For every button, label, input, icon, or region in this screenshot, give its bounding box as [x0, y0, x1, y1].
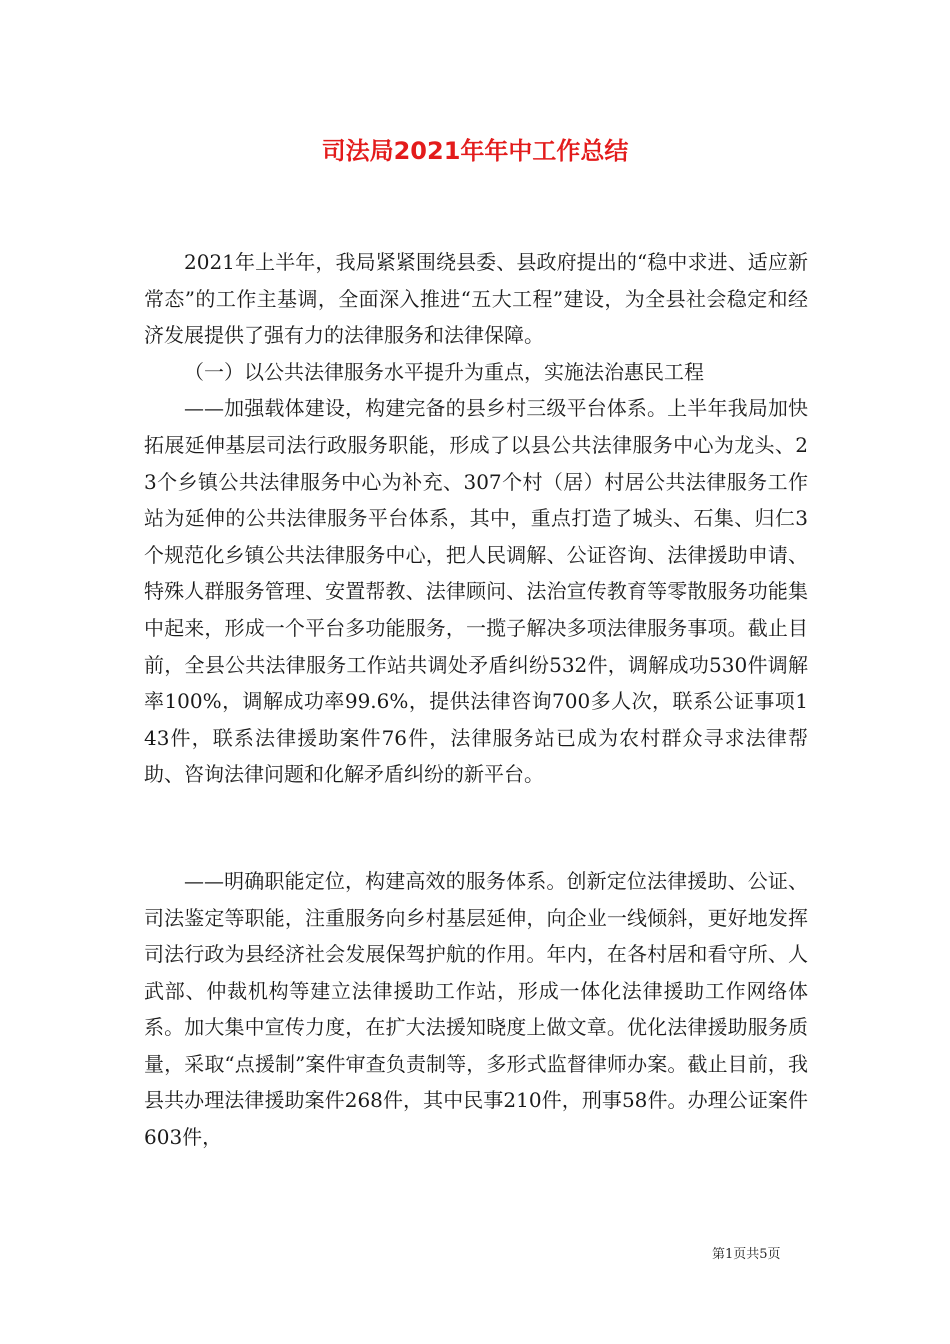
document-body	[144, 244, 808, 1156]
paragraph-platform: ——加强载体建设，构建完备的县乡村三级平台体系。上半年我局加快拓展延伸基层司法行政服务职能，形成了以县公共法律服务中心为龙头、23个乡镇公共法律服务中心为补充、307个村（居）村居公共法律服务工作站为延伸的公共法律服务平台体系，其中，重点打造了城头、石集、归仁3个规范化乡镇公共法律服务中心，把人民调解、公证咨询、法律援助申请、特殊人群服务管理、安置帮教、法律顾问、法治宣传教育等零散服务功能集中起来，形成一个平台多功能服务，一揽子解决多项法律服务事项。截止目前，全县公共法律服务工作站共调处矛盾纠纷532件，调解成功530件调解率100%，调解成功率99.6%，提供法律咨询700多人次，联系公证事项143件，联系法律援助案件76件，法律服务站已成为农村群众寻求法律帮助、咨询法律问题和化解矛盾纠纷的新平台。	[144, 396, 808, 787]
section-heading-1: （一）以公共法律服务水平提升为重点，实施法治惠民工程	[184, 359, 704, 384]
page-number: 第1页共5页	[712, 1247, 781, 1262]
paragraph-services: ——明确职能定位，构建高效的服务体系。创新定位法律援助、公证、司法鉴定等职能，注重服务向乡村基层延伸，向企业一线倾斜，更好地发挥司法行政为县经济社会发展保驾护航的作用。年内，在各村居和看守所、人武部、仲裁机构等建立法律援助工作站，形成一体化法律援助工作网络体系。加大集中宣传力度，在扩大法援知晓度上做文章。优化法律援助服务质量，采取“点援制”案件审查负责制等，多形式监督律师办案。截止目前，我县共办理法律援助案件268件，其中民事210件，刑事58件。办理公证案件603件，	[144, 868, 808, 1150]
paragraph-intro: 2021年上半年，我局紧紧围绕县委、县政府提出的“稳中求进、适应新常态”的工作主基调，全面深入推进“五大工程”建设，为全县社会稳定和经济发展提供了强有力的法律服务和法律保障。	[144, 250, 808, 348]
document-title: 司法局2021年年中工作总结	[321, 137, 629, 165]
